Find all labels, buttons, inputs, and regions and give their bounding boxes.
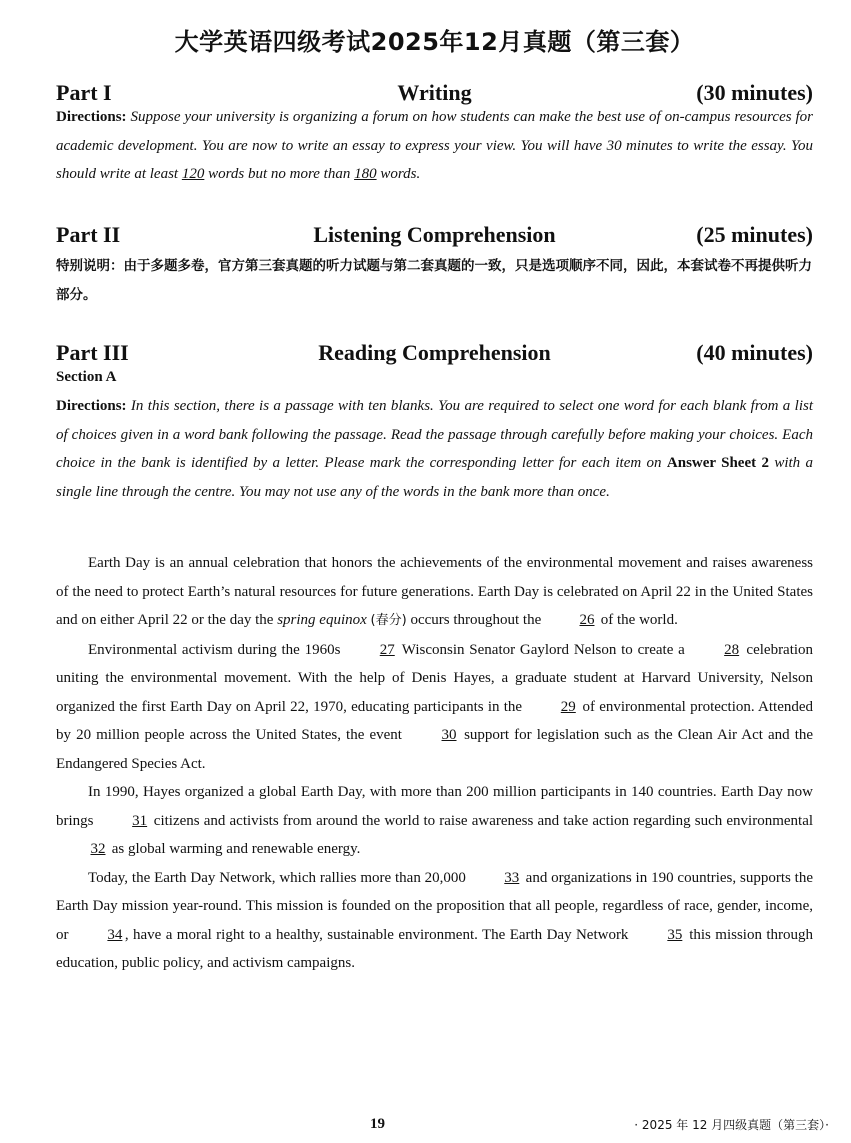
part2-label: Part II (56, 222, 121, 247)
passage-term: spring equinox (277, 612, 367, 628)
part2-name: Listening Comprehension (313, 222, 556, 247)
passage-text: as global warming and renewable energy. (111, 841, 361, 857)
part1-directions-label: Directions: (56, 109, 127, 125)
blank-29[interactable]: 29 (560, 698, 576, 715)
part3-directions (56, 392, 813, 506)
part1-directions-text-c: words. (380, 166, 421, 182)
passage-text: Wisconsin Senator Gaylord Nelson to create a (401, 641, 685, 658)
blank-35[interactable]: 35 (667, 926, 683, 943)
part3-time: (40 minutes) (696, 340, 813, 365)
part1-name: Writing (397, 80, 472, 105)
part3-directions-label: Directions: (56, 398, 127, 414)
reading-passage (56, 549, 813, 978)
passage-text: and organizations in 190 countries, supports the Earth Day mission year-round. This mission is founded on the proposition that all people, regardless of race, gender, income, or (56, 869, 814, 943)
part3-directions-text-a: In this section, there is a passage with ten blanks. You are required to select one word for each blank from a list of choices given in a word bank following the passage. Read the passage through carefully before making your choices. Each choice in the bank is identified by a letter. Please mark the corresponding letter for each item on (56, 398, 814, 471)
passage-paragraph (56, 864, 813, 978)
passage-text: Environmental activism during the 1960s (88, 641, 341, 658)
part3-header (56, 340, 813, 368)
passage-text: citizens and activists from around the world to raise awareness and take action regarding such environmental (153, 812, 814, 829)
page-number: 19 (370, 1116, 385, 1132)
footer-label: · 2025 年 12 月四级真题（第三套）· (634, 1118, 829, 1132)
passage-paragraph (56, 549, 813, 636)
part1-time: (30 minutes) (696, 80, 813, 105)
blank-27[interactable]: 27 (379, 641, 395, 658)
blank-31[interactable]: 31 (132, 812, 148, 829)
passage-text: this mission through education, public policy, and activism campaigns. (56, 926, 814, 971)
passage-text: Earth Day is an annual celebration that honors the achievements of the environmental movement and raises awareness of the need to protect Earth’s natural resources for future generations. Earth Day is celebrated on April 22 in the United States and on either April 22 or the day the (56, 555, 813, 628)
part3-name: Reading Comprehension (318, 340, 551, 365)
part1-directions-text-a: Suppose your university is organizing a forum on how students can make the best use of on-campus resources for academic development. You are now to write an essay to express your view. You will have 30 minutes to write the essay. You should write at least (56, 109, 814, 182)
max-words: 180 (354, 166, 377, 182)
part3-label: Part III (56, 340, 129, 365)
passage-text: of the world. (600, 612, 678, 628)
section-a-label: Section A (56, 369, 117, 385)
passage-text: celebration uniting the environmental movement. With the help of Denis Hayes, a graduate student at Harvard University, Nelson organized the first Earth Day on April 22, 1970, educating participants in the (56, 641, 814, 715)
passage-text: Today, the Earth Day Network, which rallies more than 20,000 (88, 869, 466, 886)
passage-text: support for legislation such as the Clean Air Act and the Endangered Species Act. (56, 727, 814, 772)
passage-text: In 1990, Hayes organized a global Earth Day, with more than 200 million participants in 140 countries. Earth Day now brings (56, 784, 813, 829)
passage-text: occurs throughout the (410, 612, 542, 628)
part2-note-text: 由于多题多卷，官方第三套真题的听力试题与第二套真题的一致，只是选项顺序不同，因此，本套试卷不再提供听力部分。 (56, 258, 812, 303)
min-words: 120 (181, 166, 205, 182)
part2-time: (25 minutes) (696, 222, 813, 247)
blank-26[interactable]: 26 (579, 612, 595, 628)
passage-paragraph (56, 778, 813, 864)
part2-header (56, 222, 813, 250)
part1-label: Part I (56, 80, 112, 105)
passage-paragraph (56, 636, 813, 779)
part2-note-label: 特别说明： (56, 258, 124, 274)
part1-directions-text-b: words but no more than (208, 166, 351, 182)
passage-text: , have a moral right to a healthy, sustainable environment. The Earth Day Network (124, 926, 629, 943)
blank-33[interactable]: 33 (504, 869, 520, 886)
blank-32[interactable]: 32 (90, 841, 106, 857)
part2-note (56, 252, 813, 309)
blank-28[interactable]: 28 (724, 641, 740, 658)
part3-directions-text-b: with a single line through the centre. You may not use any of the words in the bank more than once. (56, 455, 813, 500)
passage-cn-gloss: (春分) (370, 613, 407, 628)
part1-directions (56, 103, 813, 189)
answer-sheet-ref: Answer Sheet 2 (666, 455, 769, 471)
page-title: 大学英语四级考试2025年12月真题（第三套） (174, 28, 695, 56)
blank-34[interactable]: 34 (107, 926, 123, 943)
blank-30[interactable]: 30 (441, 727, 457, 743)
passage-text: of environmental protection. Attended by 20 million people across the United States, the event (56, 698, 814, 743)
